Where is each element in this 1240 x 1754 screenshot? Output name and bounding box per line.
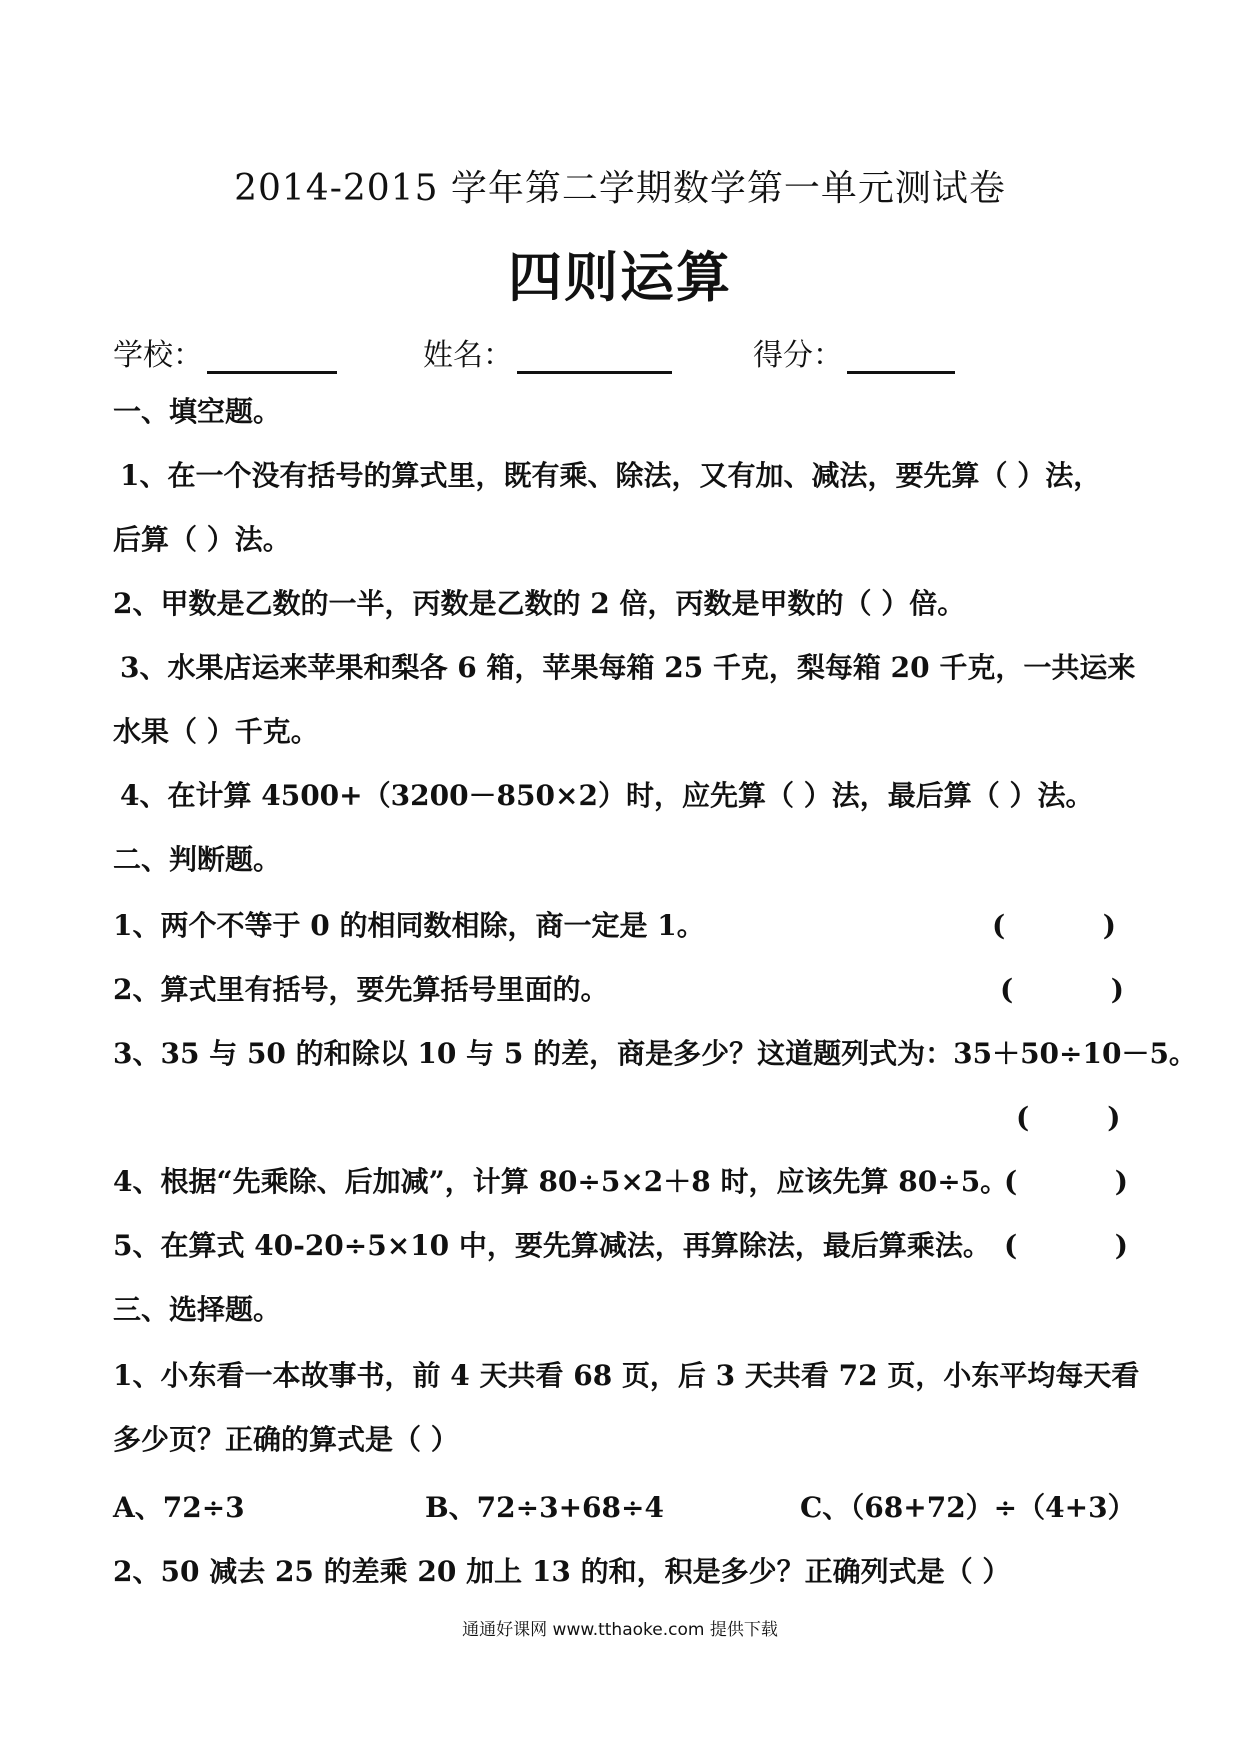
fill-blank-q4: 4、在计算 4500+（3200－850×2）时，应先算（ ）法，最后算（ ）法。 bbox=[120, 779, 1094, 812]
name-field bbox=[423, 330, 672, 374]
school-label: 学校： bbox=[113, 338, 203, 373]
judge-q3-answer-paren: ( ) bbox=[1016, 1101, 1121, 1134]
school-field bbox=[113, 330, 337, 374]
footer-source: 通通好课网 www.tthaoke.com 提供下载 bbox=[462, 1620, 778, 1640]
judge-q1: 1、两个不等于 0 的相同数相除，商一定是 1。 bbox=[113, 909, 705, 942]
choice-q1-line1: 1、小东看一本故事书，前 4 天共看 68 页，后 3 天共看 72 页，小东平均每天看 bbox=[113, 1359, 1140, 1392]
choice-heading: 三、选择题。 bbox=[113, 1293, 282, 1326]
judge-q5-answer-paren: ( ) bbox=[1004, 1229, 1128, 1262]
name-blank bbox=[517, 339, 672, 374]
score-blank bbox=[847, 339, 955, 374]
fill-blank-heading: 一、填空题。 bbox=[113, 395, 282, 428]
choice-q1-option-b: B、72÷3+68÷4 bbox=[425, 1491, 664, 1524]
choice-q1-option-a: A、72÷3 bbox=[113, 1491, 245, 1524]
fill-blank-q3-line2: 水果（ ）千克。 bbox=[113, 715, 319, 748]
judge-q2: 2、算式里有括号，要先算括号里面的。 bbox=[113, 973, 609, 1006]
judge-q2-answer-paren: ( ) bbox=[1000, 973, 1124, 1006]
choice-q1-line2: 多少页？正确的算式是（ ） bbox=[113, 1423, 459, 1456]
score-field bbox=[753, 330, 955, 374]
student-info-row bbox=[113, 330, 1133, 374]
judge-q3: 3、35 与 50 的和除以 10 与 5 的差，商是多少？这道题列式为：35＋50÷10－5。 bbox=[113, 1037, 1197, 1070]
fill-blank-q1-line2: 后算（ ）法。 bbox=[113, 523, 291, 556]
choice-q2: 2、50 减去 25 的差乘 20 加上 13 的和，积是多少？正确列式是（ ） bbox=[113, 1555, 1011, 1588]
judge-q1-answer-paren: ( ) bbox=[992, 909, 1116, 942]
school-blank bbox=[207, 339, 337, 374]
exam-title: 2014-2015 学年第二学期数学第一单元测试卷 bbox=[234, 168, 1006, 209]
fill-blank-q3-line1: 3、水果店运来苹果和梨各 6 箱，苹果每箱 25 千克，梨每箱 20 千克，一共运来 bbox=[120, 651, 1136, 684]
judge-q4-answer-paren: ( ) bbox=[1004, 1165, 1128, 1198]
exam-subtitle: 四则运算 bbox=[508, 245, 732, 309]
score-label: 得分： bbox=[753, 338, 843, 373]
fill-blank-q2: 2、甲数是乙数的一半，丙数是乙数的 2 倍，丙数是甲数的（ ）倍。 bbox=[113, 587, 966, 620]
name-label: 姓名： bbox=[423, 338, 513, 373]
choice-q1-option-c: C、（68+72）÷（4+3） bbox=[800, 1491, 1136, 1524]
fill-blank-q1-line1: 1、在一个没有括号的算式里，既有乘、除法，又有加、减法，要先算（ ）法， bbox=[120, 459, 1102, 492]
judge-q5: 5、在算式 40-20÷5×10 中，要先算减法，再算除法，最后算乘法。 bbox=[113, 1229, 991, 1262]
judge-q4: 4、根据“先乘除、后加减”，计算 80÷5×2＋8 时，应该先算 80÷5。 bbox=[113, 1165, 1009, 1198]
judge-heading: 二、判断题。 bbox=[113, 843, 282, 876]
